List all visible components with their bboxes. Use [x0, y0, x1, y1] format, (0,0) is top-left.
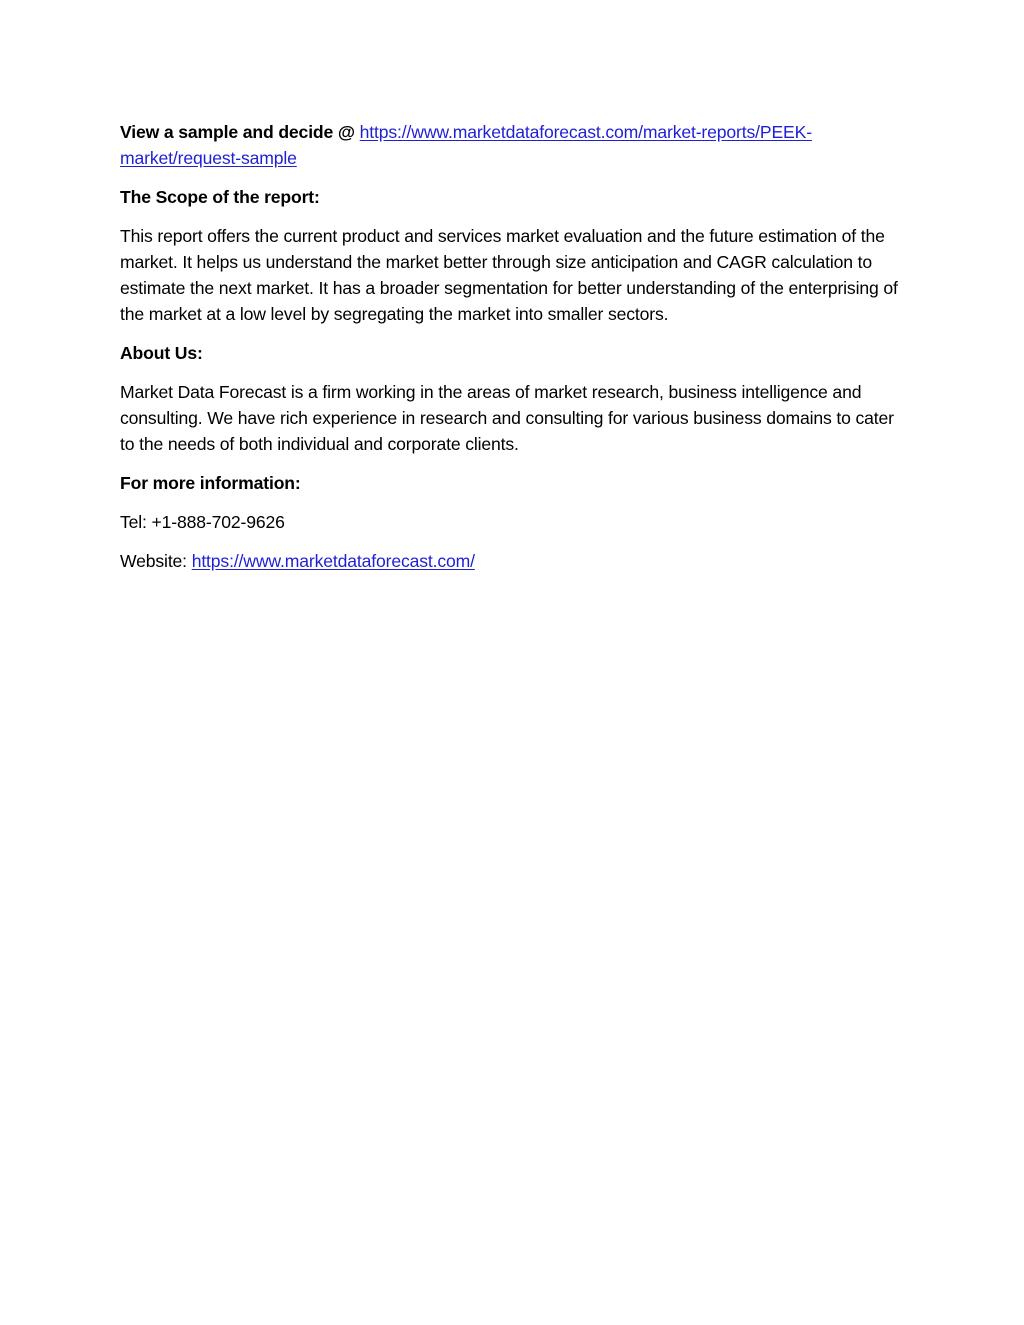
- contact-tel: Tel: +1-888-702-9626: [120, 512, 285, 532]
- scope-heading: The Scope of the report:: [120, 187, 320, 207]
- sample-request-label: View a sample and decide @: [120, 122, 355, 142]
- website-label: Website:: [120, 551, 187, 571]
- about-heading: About Us:: [120, 343, 203, 363]
- contact-heading: For more information:: [120, 473, 301, 493]
- scope-paragraph: This report offers the current product and services market evaluation and the future estimation of the market. It helps us understand the market better through size anticipation and CAGR calculation to estimate the next market. It has a broader segmentation for better understanding of the enterprising of the market at a low level by segregating the market into smaller sectors.: [120, 226, 898, 324]
- sample-request-link[interactable]: https://www.marketdataforecast.com/market-reports/PEEK- market/request-sample: [120, 122, 812, 168]
- document-body: [120, 119, 910, 587]
- sample-request-paragraph: [120, 119, 910, 171]
- website-link[interactable]: https://www.marketdataforecast.com/: [191, 551, 475, 571]
- contact-website-paragraph: [120, 548, 910, 574]
- about-paragraph: Market Data Forecast is a firm working in the areas of market research, business intelligence and consulting. We have rich experience in research and consulting for various business domains to cater to the needs of both individual and corporate clients.: [120, 382, 894, 454]
